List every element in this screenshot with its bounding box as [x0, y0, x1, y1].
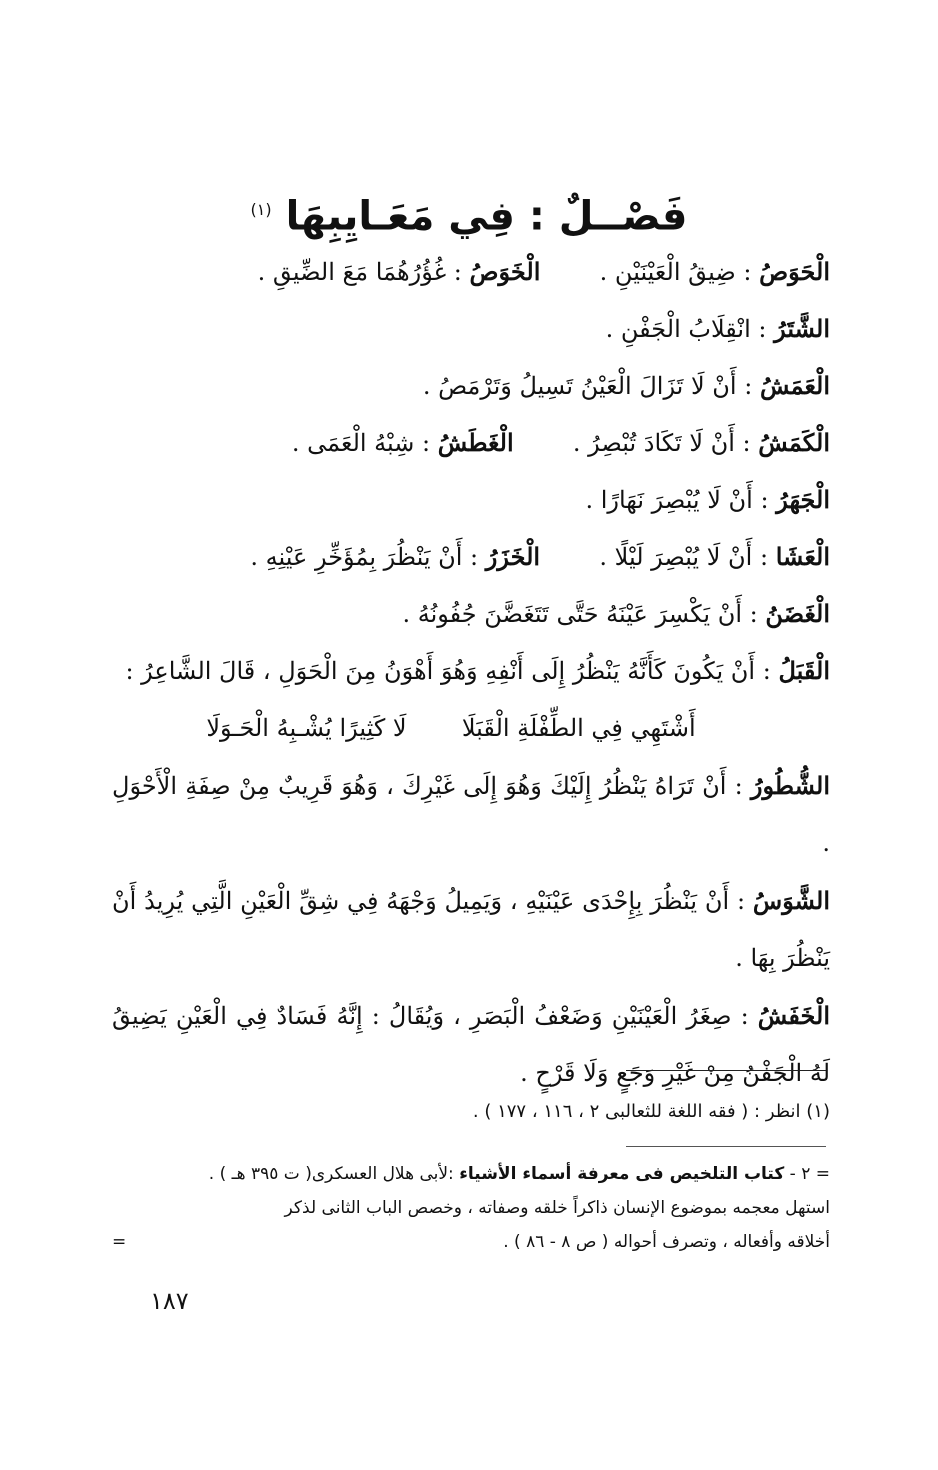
footnote-continued	[112, 1157, 830, 1259]
entry-term: الْقَبَلُ	[778, 656, 830, 685]
verse-second-hemistich: لَا كَثِيرًا يُشْـبِهُ الْحَـوَلَا	[206, 714, 407, 742]
footnote-reference: (١)	[250, 200, 272, 219]
entry-definition: : صِغَرُ الْعَيْنَيْنِ وَضَعْفُ الْبَصَرِ ، وَيُقَالُ : إِنَّهُ فَسَادٌ فِي الْعَيْنِ يَضِيقُ لَهُ الْجَفْنُ مِنْ غَيْرِ وَجَعٍ وَلَا قَرْحٍ .	[112, 1002, 830, 1087]
entry-definition: : أَنْ لَا تَكَادَ تُبْصِرُ .	[572, 429, 751, 457]
text-line-6	[112, 528, 830, 585]
entry-term: الْعَمَشُ	[759, 371, 830, 400]
body-text	[112, 243, 830, 1102]
entry-definition: : أَنْ لَا يُبْصِرَ لَيْلًا .	[599, 543, 769, 571]
text-line-5	[112, 471, 830, 528]
footnote-divider	[626, 1070, 826, 1071]
verse-first-hemistich: أَشْتَهِي فِي الطِّفْلَةِ الْقَبَلَا	[461, 714, 696, 742]
footnote-1: (١) انظر : ( فقه اللغة للثعالبى ٢ ، ١١٦ ، ١٧٧ ) .	[472, 1101, 830, 1122]
section-title-text: فَصْــلٌ : فِي مَعَـايِبِهَا	[285, 193, 688, 240]
footnote-divider-secondary	[626, 1146, 826, 1147]
footnote-lead: = ٢ -	[789, 1164, 830, 1184]
entry-term: الْعَشَا	[775, 542, 830, 571]
section-title	[110, 180, 828, 246]
entry-term: الشَّوَسُ	[752, 886, 830, 915]
footnote-line3-text: أخلاقه وأفعاله ، وتصرف أحواله ( ص ٨ - ٨٦ ) .	[503, 1232, 830, 1252]
entry-term: الْغَطَشُ	[437, 428, 514, 457]
entry-term: الشُّطُورُ	[750, 771, 830, 800]
poem-verse	[112, 700, 830, 757]
entry-term: الشَّتَرُ	[774, 314, 830, 343]
entry-definition: : أَنْ يَكْسِرَ عَيْنَهُ حَتَّى تَتَغَضَّنَ جُفُونُهُ .	[402, 600, 758, 628]
continued-mark: =	[112, 1232, 127, 1252]
footnote-continued-line-2: استهل معجمه بموضوع الإنسان ذاكراً خلقه وصفاته ، وخصص الباب الثانى لذكر	[284, 1198, 830, 1218]
text-line-3	[112, 357, 830, 414]
entry-definition: : أَنْ لَا تَزَالَ الْعَيْنُ تَسِيلُ وَتَرْمَصُ .	[422, 372, 753, 400]
entry-term: الْجَهَرُ	[776, 485, 830, 514]
entry-definition: : أَنْ يَكُونَ كَأَنَّهُ يَنْظُرُ إِلَى أَنْفِهِ وَهُوَ أَهْوَنُ مِنَ الْحَوَلِ ، قَالَ الشَّاعِرُ :	[125, 657, 771, 685]
entry-definition: : أَنْ يَنْظُرَ بِمُؤَخِّرِ عَيْنِهِ .	[250, 543, 479, 571]
text-paragraph-qabal	[112, 642, 830, 700]
entry-term: الْكَمَشُ	[758, 428, 830, 457]
entry-definition: : ضِيقُ الْعَيْنَيْنِ .	[599, 258, 752, 286]
entry-definition: : شِبْهُ الْعَمَى .	[291, 429, 431, 457]
text-line-4	[112, 414, 830, 471]
text-paragraph-khafash	[112, 987, 830, 1102]
entry-term: الْخَزَرُ	[485, 542, 541, 571]
entry-definition: : غُؤُرُهُمَا مَعَ الضِّيقِ .	[257, 258, 462, 286]
entry-definition: : أَنْ لَا يُبْصِرَ نَهَارًا .	[585, 486, 769, 514]
text-paragraph-shawas	[112, 872, 830, 987]
text-line-7	[112, 585, 830, 642]
text-paragraph-shutur	[112, 757, 830, 872]
entry-term: الْخَوَصُ	[469, 257, 541, 286]
footnote-continued-line-1	[112, 1157, 830, 1191]
entry-definition: : أَنْ يَنْظُرَ بِإِحْدَى عَيْنَيْهِ ، وَيَمِيلُ وَجْهَهُ فِي شِقِّ الْعَيْنِ الَّتِي يُرِيدُ أَنْ يَنْظُرَ بِهَا .	[112, 887, 830, 972]
page-number: ١٨٧	[150, 1287, 189, 1315]
entry-definition: : انْقِلَابُ الْجَفْنِ .	[605, 315, 767, 343]
entry-term: الْحَوَصُ	[759, 257, 830, 286]
entry-definition: : أَنْ تَرَاهُ يَنْظُرُ إِلَيْكَ وَهُوَ إِلَى غَيْرِكَ ، وَهُوَ قَرِيبٌ مِنْ صِفَةِ الْأَحْوَلِ .	[112, 772, 830, 857]
entry-term: الْخَفَشُ	[757, 1001, 830, 1030]
book-title: كتاب التلخيص فى معرفة أسماء الأشياء	[459, 1164, 785, 1184]
footnote-continued-line-3	[112, 1225, 830, 1259]
text-line-2	[112, 300, 830, 357]
text-line-1	[112, 243, 830, 300]
footnote-line1-rest: :لأبى هلال العسكرى( ت ٣٩٥ هـ ) .	[208, 1164, 454, 1184]
entry-term: الْغَضَنُ	[765, 599, 830, 628]
